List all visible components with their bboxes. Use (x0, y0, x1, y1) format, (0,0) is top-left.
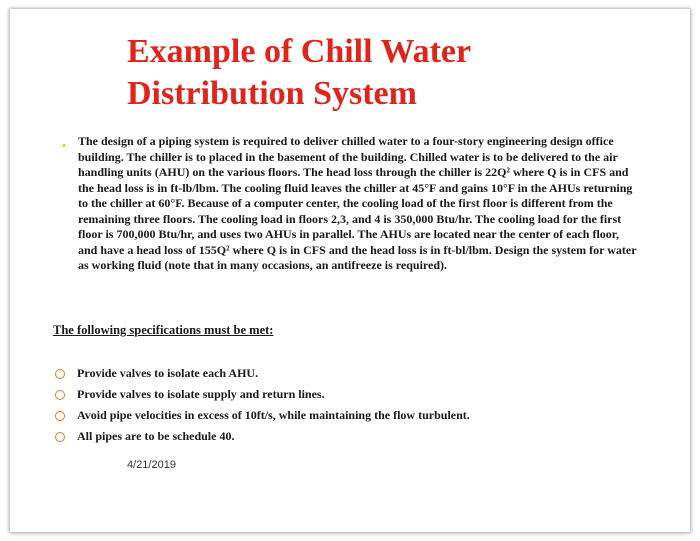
list-item (55, 384, 615, 405)
hollow-circle-bullet-icon (55, 369, 65, 379)
spec-text: All pipes are to be schedule 40. (77, 429, 235, 443)
hollow-circle-bullet-icon (55, 411, 65, 421)
spec-text: Provide valves to isolate supply and return lines. (77, 387, 325, 401)
spec-text: Provide valves to isolate each AHU. (77, 366, 259, 380)
slide-date: 4/21/2019 (127, 459, 176, 471)
slide-title: Example of Chill Water Distribution System (127, 33, 471, 112)
hollow-circle-bullet-icon (55, 390, 65, 400)
list-item (55, 405, 615, 426)
problem-statement: The design of a piping system is required to deliver chilled water to a four-story engineering design office building. The chiller is to placed in the basement of the building. Chilled water is to be delivered to the air handling units (AHU) on the various floors. The head loss through the chiller is 22Q² where Q is in CFS and the head loss is in ft-lb/lbm. The cooling fluid leaves the chiller at 45°F and gains 10°F in the AHUs returning to the chiller at 60°F. Because of a computer center, the cooling load of the first floor is different from the remaining three floors. The cooling load in floors 2,3, and 4 is 350,000 Btu/hr. The cooling load for the first floor is 700,000 Btu/hr, and uses two AHUs in parallel. The AHUs are located near the center of each floor, and have a head loss of 155Q² where Q is in CFS and the head loss is in ft-bl/lbm. Design the system for water as working fluid (note that in many occasions, an antifreeze is required). (78, 134, 637, 272)
specifications-list (55, 363, 615, 447)
hollow-circle-bullet-icon (55, 432, 65, 442)
slide (10, 9, 690, 532)
spec-text: Avoid pipe velocities in excess of 10ft/s, while maintaining the flow turbulent. (77, 408, 470, 422)
list-item (55, 363, 615, 384)
square-bullet-icon: ▪ (62, 140, 66, 152)
list-item (55, 426, 615, 447)
specifications-heading: The following specifications must be met: (53, 323, 274, 337)
